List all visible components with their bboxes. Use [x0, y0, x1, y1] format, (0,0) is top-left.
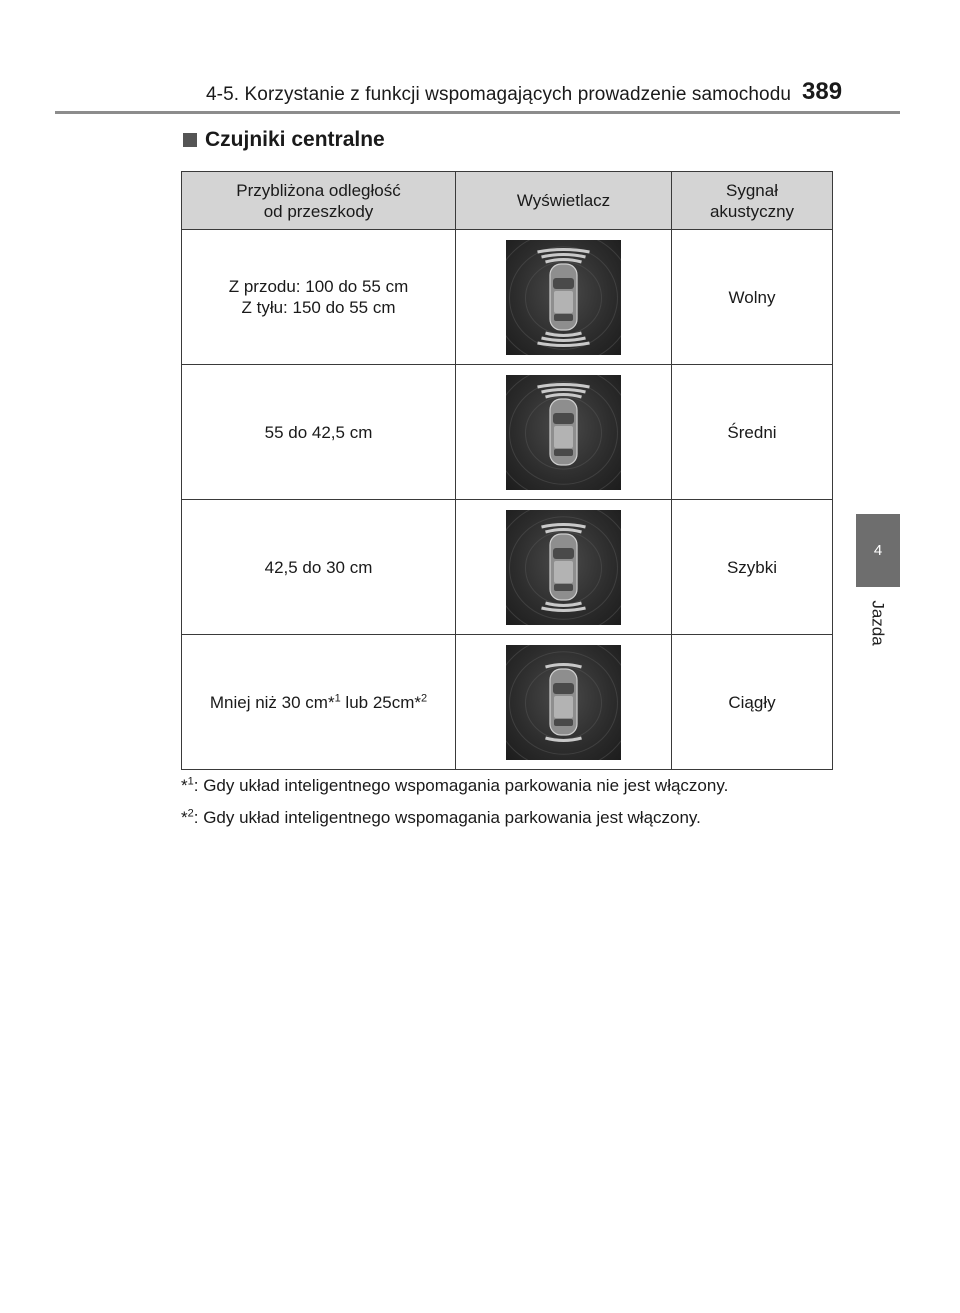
distance-cell	[182, 500, 456, 635]
distance-cell	[182, 635, 456, 770]
distance-line: 55 do 42,5 cm	[264, 422, 373, 442]
car-windshield	[553, 548, 574, 559]
footnote-marker: *	[181, 808, 188, 827]
car-rear-window	[554, 584, 573, 591]
signal-cell: Średni	[672, 365, 833, 500]
display-cell	[456, 500, 672, 635]
distance-text: lub 25cm*	[340, 692, 422, 712]
table-row	[182, 230, 833, 365]
header-rule	[55, 111, 900, 114]
front-sensor-bar	[538, 249, 590, 252]
display-cell	[456, 635, 672, 770]
car-roof	[554, 696, 573, 718]
signal-cell: Wolny	[672, 230, 833, 365]
distance-line: Z tyłu: 150 do 55 cm	[241, 298, 396, 317]
header-distance	[182, 172, 456, 230]
footnote-ref: 1	[334, 691, 341, 704]
car-windshield	[553, 683, 574, 694]
distance-line: 42,5 do 30 cm	[264, 557, 373, 577]
distance-line: Z przodu: 100 do 55 cm	[228, 277, 409, 296]
car-top-view-icon	[506, 510, 621, 625]
sensor-table	[181, 171, 833, 770]
header-distance-line1: Przybliżona odległość	[236, 180, 401, 200]
footnote-number: 2	[187, 807, 194, 820]
parking-sensor-display-image	[506, 510, 621, 625]
chapter-label	[852, 593, 904, 653]
rear-sensor-bar	[546, 738, 582, 741]
car-roof	[554, 426, 573, 448]
header-display: Wyświetlacz	[456, 172, 672, 230]
car-rear-window	[554, 719, 573, 726]
rear-sensor-bar	[546, 603, 582, 606]
front-sensor-bar	[538, 384, 590, 387]
car-top-view-icon	[506, 645, 621, 760]
rear-sensor-bar	[542, 338, 586, 341]
car-rear-window	[554, 449, 573, 456]
footnote-number: 1	[187, 775, 194, 788]
chapter-number: 4	[873, 542, 883, 559]
front-sensor-bar	[542, 254, 586, 257]
distance-text: Mniej niż 30 cm*	[209, 692, 335, 712]
parking-sensor-display-image	[506, 240, 621, 355]
chapter-label-text: Jazda	[869, 600, 888, 646]
car-windshield	[553, 278, 574, 289]
header-distance-line2: od przeszkody	[263, 201, 374, 221]
car-roof	[554, 561, 573, 583]
header-signal	[672, 172, 833, 230]
page-number: 389	[802, 78, 843, 105]
header-signal-line1: Sygnał	[726, 180, 778, 200]
square-bullet-icon	[183, 133, 197, 147]
car-roof	[554, 291, 573, 313]
running-header: 4-5. Korzystanie z funkcji wspomagających prowadzenie samochodu	[206, 84, 792, 105]
table-header-row	[182, 172, 833, 230]
section-heading	[183, 128, 385, 152]
table-row	[182, 635, 833, 770]
table-row	[182, 365, 833, 500]
rear-sensor-bar	[538, 343, 590, 346]
footnote-text: : Gdy układ inteligentnego wspomagania parkowania nie jest włączony.	[193, 776, 729, 795]
display-cell	[456, 230, 672, 365]
car-top-view-icon	[506, 240, 621, 355]
car-windshield	[553, 413, 574, 424]
footnote	[181, 776, 728, 796]
footnote-ref: 2	[421, 691, 428, 704]
signal-cell: Szybki	[672, 500, 833, 635]
footnote-marker: *	[181, 776, 188, 795]
chapter-tab	[856, 514, 900, 587]
signal-cell: Ciągły	[672, 635, 833, 770]
display-cell	[456, 365, 672, 500]
front-sensor-bar	[542, 524, 586, 527]
footnote	[181, 808, 701, 828]
table-row	[182, 500, 833, 635]
parking-sensor-display-image	[506, 645, 621, 760]
footnote-text: : Gdy układ inteligentnego wspomagania parkowania jest włączony.	[193, 808, 701, 827]
rear-sensor-bar	[542, 608, 586, 611]
car-top-view-icon	[506, 375, 621, 490]
car-rear-window	[554, 314, 573, 321]
header-signal-line2: akustyczny	[709, 201, 795, 221]
front-sensor-bar	[542, 389, 586, 392]
section-heading-text: Czujniki centralne	[205, 128, 385, 151]
rear-sensor-bar	[546, 333, 582, 336]
parking-sensor-display-image	[506, 375, 621, 490]
distance-cell	[182, 230, 456, 365]
distance-cell	[182, 365, 456, 500]
